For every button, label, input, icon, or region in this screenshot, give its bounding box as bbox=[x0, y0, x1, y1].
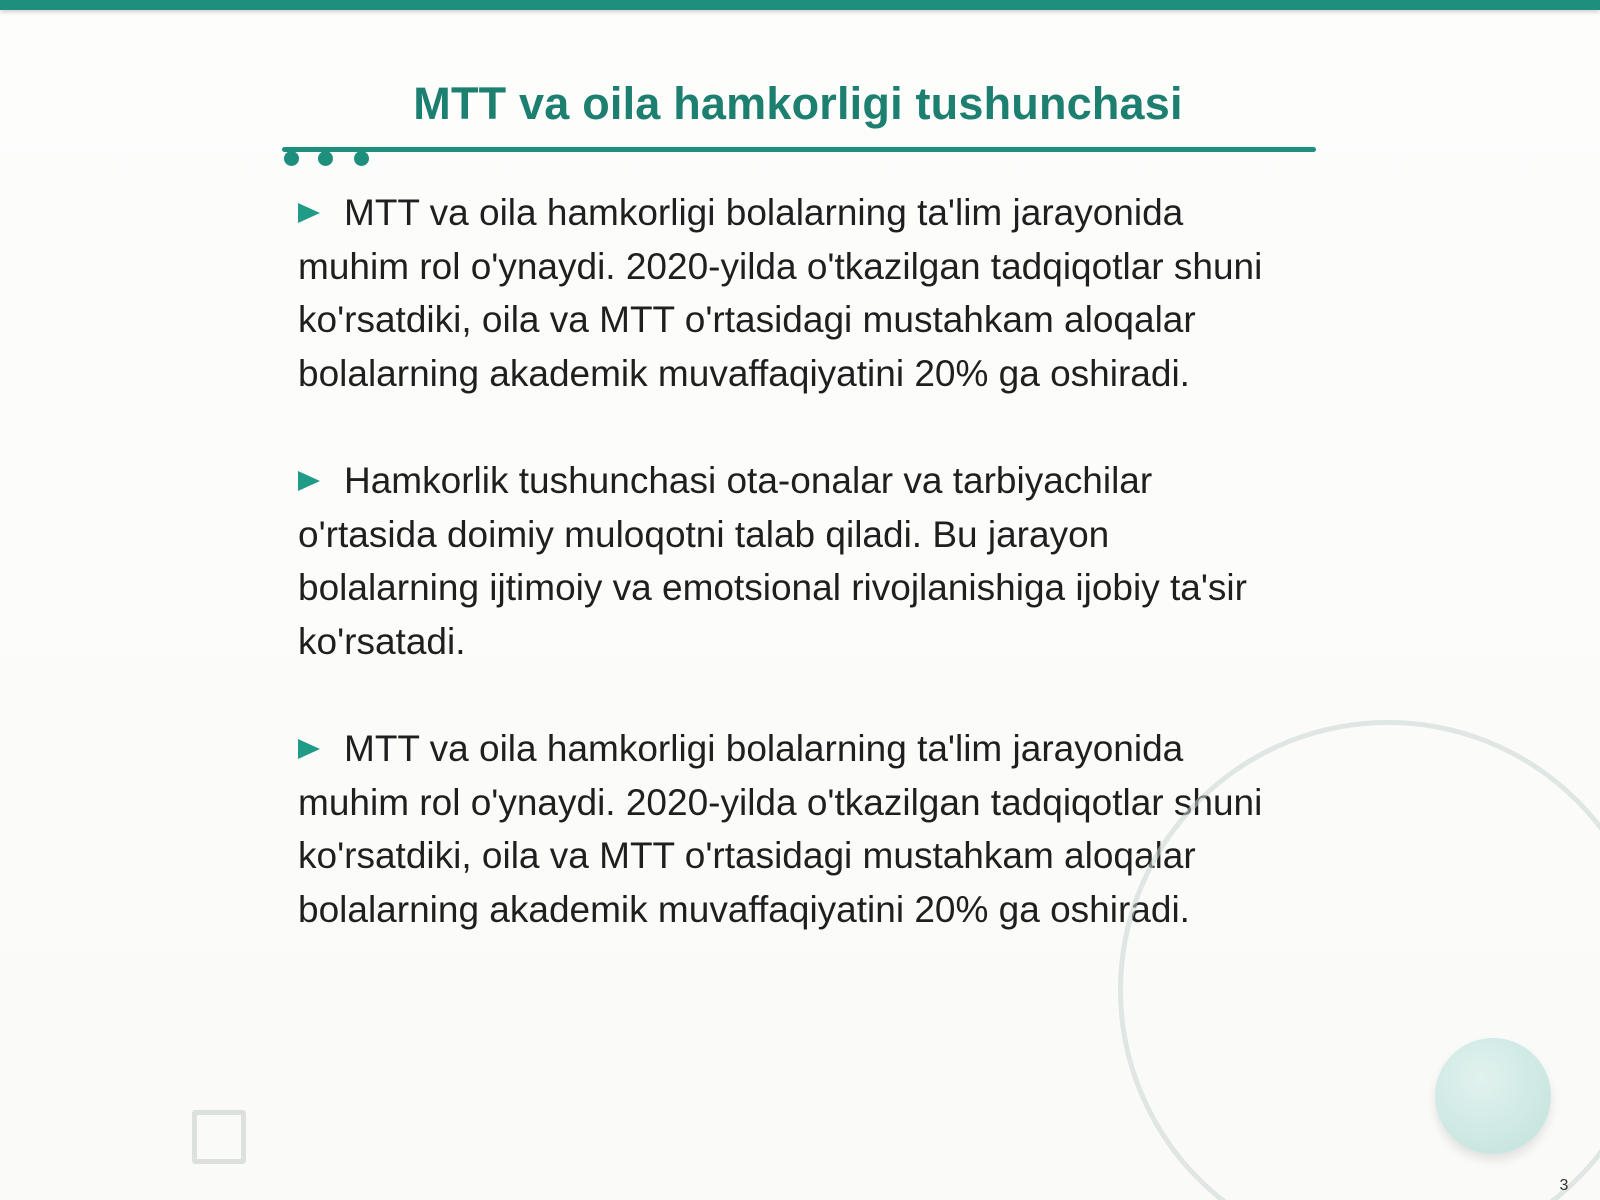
triangle-bullet-icon bbox=[298, 471, 320, 491]
slide-number: 3 bbox=[1559, 1177, 1569, 1194]
bullet-list bbox=[298, 186, 1278, 936]
top-accent-bar bbox=[0, 0, 1600, 10]
triangle-bullet-icon bbox=[298, 739, 320, 759]
title-underline bbox=[282, 147, 1316, 152]
bullet-text: MTT va oila hamkorligi bolalarning ta'lim jarayonida muhim rol o'ynaydi. 2020-yilda o'tkazilgan tadqiqotlar shuni ko'rsatdiki, oila va MTT o'rtasidagi mustahkam aloqalar bolalarning akademik muvaffaqiyatini 20% ga oshiradi. bbox=[298, 192, 1263, 394]
triangle-bullet-icon bbox=[298, 203, 320, 223]
teal-ball-icon bbox=[1435, 1038, 1551, 1154]
slide-title: MTT va oila hamkorligi tushunchasi bbox=[413, 78, 1183, 129]
bullet-item bbox=[298, 454, 1278, 668]
bullet-text: MTT va oila hamkorligi bolalarning ta'lim jarayonida muhim rol o'ynaydi. 2020-yilda o'tkazilgan tadqiqotlar shuni ko'rsatdiki, oila va MTT o'rtasidagi mustahkam aloqalar bolalarning akademik muvaffaqiyatini 20% ga oshiradi. bbox=[298, 728, 1263, 930]
title-dot-2 bbox=[318, 151, 333, 166]
title-dot-1 bbox=[284, 151, 299, 166]
bullet-item bbox=[298, 186, 1278, 400]
title-dot-3 bbox=[354, 151, 369, 166]
square-outline-icon bbox=[192, 1110, 246, 1164]
bullet-text: Hamkorlik tushunchasi ota-onalar va tarbiyachilar o'rtasida doimiy muloqotni talab qiladi. Bu jarayon bolalarning ijtimoiy va emotsional rivojlanishiga ijobiy ta'sir ko'rsatadi. bbox=[298, 460, 1247, 662]
